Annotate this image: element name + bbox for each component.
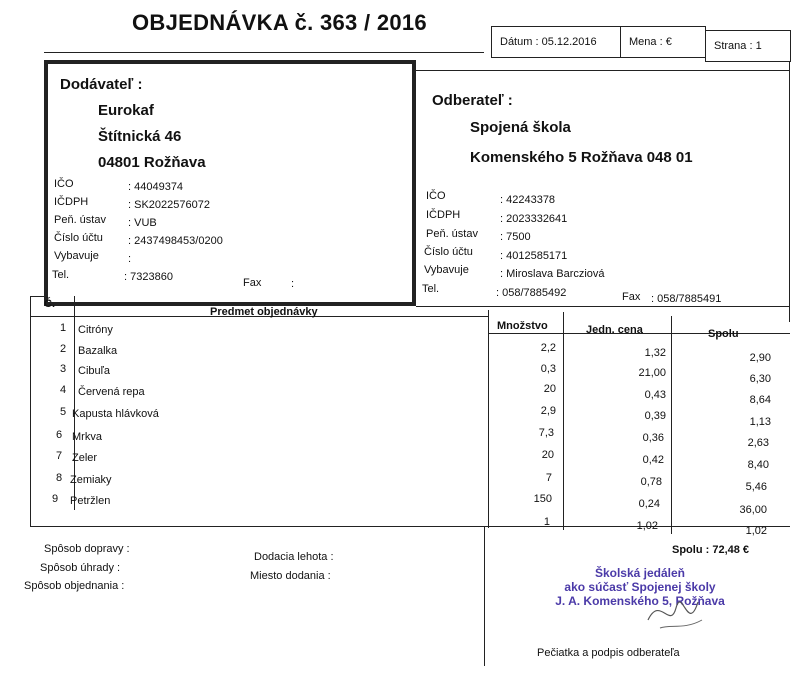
table-total-col-line xyxy=(671,316,672,534)
row-number: 7 xyxy=(56,450,63,462)
customer-box-top xyxy=(416,70,790,71)
col-total-header: Spolu xyxy=(708,328,739,340)
row-item: Mrkva xyxy=(72,431,102,443)
order-method-label: Spôsob objednania : xyxy=(24,580,125,592)
customer-bank-value: : 7500 xyxy=(500,231,531,243)
currency-value: € xyxy=(665,36,672,48)
footer-divider xyxy=(484,526,485,666)
supplier-bank-value: : VUB xyxy=(128,217,157,229)
stamp-line-1: Školská jedáleň xyxy=(594,566,686,580)
table-bottom-line xyxy=(30,526,790,527)
supplier-contact-value: : xyxy=(128,253,132,265)
row-item: Červená repa xyxy=(78,386,145,398)
supplier-bank-label: Peň. ústav xyxy=(54,214,106,226)
row-qty: 2,2 xyxy=(540,342,556,354)
row-qty: 2,9 xyxy=(540,405,556,417)
supplier-ico-value: : 44049374 xyxy=(128,181,184,193)
grand-total xyxy=(672,544,749,556)
row-price: 1,32 xyxy=(644,347,666,359)
row-item: Kapusta hlávková xyxy=(72,408,159,420)
supplier-icdph-value: : SK2022576072 xyxy=(128,199,210,211)
supplier-name: Eurokaf xyxy=(98,102,154,119)
signature-label: Pečiatka a podpis odberateľa xyxy=(537,647,680,659)
row-number: 5 xyxy=(60,406,67,418)
col-number-header: Č. xyxy=(44,298,55,310)
customer-account-label: Číslo účtu xyxy=(424,246,473,258)
row-total: 2,90 xyxy=(749,352,771,364)
customer-address: Komenského 5 Rožňava 048 01 xyxy=(470,149,693,166)
date-value: 05.12.2016 xyxy=(541,36,597,48)
row-total: 8,64 xyxy=(749,394,771,406)
supplier-account-value: : 2437498453/0200 xyxy=(128,235,223,247)
customer-box-right xyxy=(789,62,790,322)
date-box xyxy=(491,26,621,58)
row-total: 6,30 xyxy=(749,373,771,385)
transport-label: Spôsob dopravy : xyxy=(44,543,130,555)
customer-ico-label: IČO xyxy=(426,190,446,202)
customer-fax-value: : 058/7885491 xyxy=(651,293,722,305)
row-total: 1,02 xyxy=(745,525,767,537)
customer-heading: Odberateľ : xyxy=(432,92,513,109)
row-price: 0,78 xyxy=(640,476,662,488)
supplier-heading: Dodávateľ : xyxy=(60,76,143,93)
row-price: 0,42 xyxy=(642,454,664,466)
row-number: 1 xyxy=(60,322,67,334)
row-number: 2 xyxy=(60,343,67,355)
row-number: 9 xyxy=(52,493,59,505)
supplier-fax-value: : xyxy=(291,278,295,290)
date-label: Dátum : xyxy=(500,36,539,48)
row-total: 36,00 xyxy=(739,504,767,516)
row-item: Petržlen xyxy=(70,495,111,507)
supplier-city: 04801 Rožňava xyxy=(98,154,206,171)
customer-account-value: : 4012585171 xyxy=(500,250,568,262)
row-total: 8,40 xyxy=(747,459,769,471)
col-price-header: Jedn. cena xyxy=(586,324,643,336)
supplier-contact-label: Vybavuje xyxy=(54,250,99,262)
row-number: 3 xyxy=(60,363,67,375)
customer-contact-label: Vybavuje xyxy=(424,264,469,276)
row-item: Citróny xyxy=(78,324,113,336)
payment-label: Spôsob úhrady : xyxy=(40,562,121,574)
customer-tel-label: Tel. xyxy=(422,283,440,295)
row-price: 21,00 xyxy=(638,367,666,379)
currency-box xyxy=(620,26,706,58)
supplier-box xyxy=(44,60,416,306)
supplier-account-label: Číslo účtu xyxy=(54,232,103,244)
supplier-icdph-label: IČDPH xyxy=(54,196,89,208)
row-price: 0,36 xyxy=(642,432,664,444)
row-number: 6 xyxy=(56,429,63,441)
page-box xyxy=(705,30,791,62)
customer-fax-label: Fax xyxy=(622,291,641,303)
row-qty: 0,3 xyxy=(540,363,556,375)
title-underline xyxy=(44,52,484,53)
row-qty: 20 xyxy=(541,449,554,461)
customer-bank-label: Peň. ústav xyxy=(426,228,478,240)
page-label: Strana : xyxy=(714,40,753,52)
table-top-right-edge xyxy=(416,306,790,307)
table-price-col-line xyxy=(563,312,564,530)
supplier-tel-value: : 7323860 xyxy=(124,271,173,283)
row-qty: 150 xyxy=(533,493,552,505)
handwritten-signature xyxy=(640,590,710,640)
row-price: 0,39 xyxy=(644,410,666,422)
supplier-tel-label: Tel. xyxy=(52,269,70,281)
row-qty: 1 xyxy=(543,516,550,528)
row-number: 4 xyxy=(60,384,67,396)
grand-total-value: 72,48 € xyxy=(712,544,750,556)
row-qty: 7,3 xyxy=(538,427,554,439)
grand-total-label: Spolu : xyxy=(672,544,710,556)
row-item: Zemiaky xyxy=(70,474,112,486)
document-title: OBJEDNÁVKA č. 363 / 2016 xyxy=(132,10,427,35)
customer-name: Spojená škola xyxy=(470,119,571,136)
table-qty-col-line xyxy=(488,310,489,528)
row-price: 0,24 xyxy=(638,498,660,510)
row-qty: 7 xyxy=(545,472,552,484)
row-total: 1,13 xyxy=(749,416,771,428)
row-total: 5,46 xyxy=(745,481,767,493)
col-item-header: Predmet objednávky xyxy=(210,306,318,318)
table-top-left-edge xyxy=(30,296,44,297)
delivery-term-label: Dodacia lehota : xyxy=(254,551,334,563)
delivery-place-label: Miesto dodania : xyxy=(250,570,331,582)
row-item: Cibuľa xyxy=(78,365,110,377)
row-item: Zeler xyxy=(72,452,98,464)
row-price: 0,43 xyxy=(644,389,666,401)
stamp-line-2: ako súčasť Spojenej školy xyxy=(564,580,716,594)
customer-contact-value: : Miroslava Barcziová xyxy=(500,268,605,280)
supplier-fax-label: Fax xyxy=(243,277,262,289)
customer-icdph-label: IČDPH xyxy=(426,209,461,221)
row-item: Bazalka xyxy=(78,345,118,357)
col-qty-header: Množstvo xyxy=(497,320,548,332)
row-price: 1,02 xyxy=(636,520,658,532)
row-qty: 20 xyxy=(543,383,556,395)
supplier-street: Štítnická 46 xyxy=(98,128,182,145)
currency-label: Mena : xyxy=(629,36,663,48)
stamp-line-3: J. A. Komenského 5, Rožňava xyxy=(555,594,725,608)
row-number: 8 xyxy=(56,472,63,484)
customer-ico-value: : 42243378 xyxy=(500,194,556,206)
supplier-ico-label: IČO xyxy=(54,178,74,190)
page-value: 1 xyxy=(755,40,762,52)
customer-icdph-value: : 2023332641 xyxy=(500,213,568,225)
row-total: 2,63 xyxy=(747,437,769,449)
table-left-border xyxy=(30,296,31,526)
customer-tel-value: : 058/7885492 xyxy=(496,287,567,299)
